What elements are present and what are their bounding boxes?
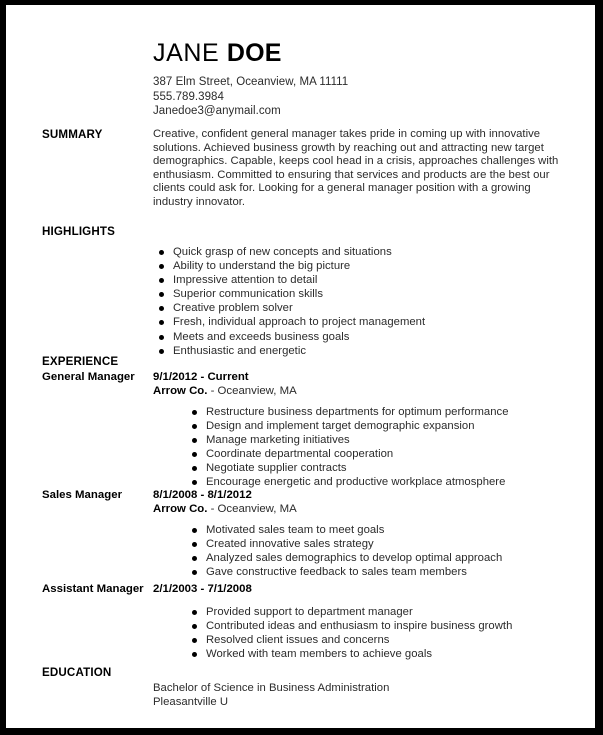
section-label-highlights: HIGHLIGHTS bbox=[42, 225, 115, 238]
resume-page bbox=[6, 5, 595, 728]
contact-address: 387 Elm Street, Oceanview, MA 11111 bbox=[153, 76, 349, 88]
section-label-experience: EXPERIENCE bbox=[42, 355, 119, 368]
summary-body bbox=[153, 128, 563, 210]
job-duty-item: Contributed ideas and enthusiasm to inspire business growth bbox=[186, 619, 586, 633]
job-dates: 9/1/2012 - Current bbox=[153, 371, 249, 383]
education-body bbox=[153, 682, 563, 709]
job-duty-item: Manage marketing initiatives bbox=[186, 433, 586, 447]
job-company-name: Arrow Co. bbox=[153, 502, 208, 515]
job-duty-list bbox=[186, 605, 586, 661]
given-name: JANE bbox=[153, 39, 227, 67]
job-duty-item: Analyzed sales demographics to develop optimal approach bbox=[186, 551, 586, 565]
job-company-name: Arrow Co. bbox=[153, 384, 208, 397]
section-label-education: EDUCATION bbox=[42, 666, 112, 679]
job-duty-item: Encourage energetic and productive workplace atmosphere bbox=[186, 475, 586, 489]
family-name: DOE bbox=[226, 39, 282, 67]
job-title: Sales Manager bbox=[42, 489, 123, 501]
highlight-item: Impressive attention to detail bbox=[153, 273, 563, 287]
highlight-item: Superior communication skills bbox=[153, 287, 563, 301]
job-location: - Oceanview, MA bbox=[207, 384, 297, 397]
job-duties bbox=[186, 605, 586, 661]
job-meta bbox=[153, 489, 573, 516]
job-duty-list bbox=[186, 523, 586, 579]
contact-block bbox=[153, 75, 583, 119]
job-meta bbox=[153, 371, 573, 398]
education-school: Pleasantville U bbox=[153, 695, 229, 708]
section-label-summary: SUMMARY bbox=[42, 128, 103, 141]
highlight-item: Ability to understand the big picture bbox=[153, 259, 563, 273]
job-duty-item: Provided support to department manager bbox=[186, 605, 586, 619]
job-duty-item: Coordinate departmental cooperation bbox=[186, 447, 586, 461]
job-duty-item: Restructure business departments for optimum performance bbox=[186, 405, 586, 419]
job-duties bbox=[186, 405, 586, 490]
summary-text: Creative, confident general manager takes pride in coming up with innovative solutions. Achieved business growth by reaching out and attracting new target demographics. Capable, keeps cool head in a crisis, approaches challenges with enthusiasm. Committed to ensuring that services and products are the best our clients could ask for. Looking for a general manager position with a growing industry innovator. bbox=[153, 128, 559, 208]
job-company bbox=[153, 385, 573, 399]
highlights-list bbox=[153, 245, 563, 358]
candidate-name bbox=[153, 38, 583, 68]
highlight-item: Enthusiastic and energetic bbox=[153, 344, 563, 358]
job-duty-item: Gave constructive feedback to sales team members bbox=[186, 565, 586, 579]
highlight-item: Meets and exceeds business goals bbox=[153, 330, 563, 344]
job-duty-item: Motivated sales team to meet goals bbox=[186, 523, 586, 537]
job-duty-item: Negotiate supplier contracts bbox=[186, 461, 586, 475]
contact-phone: 555.789.3984 bbox=[153, 90, 224, 103]
job-duty-item: Design and implement target demographic expansion bbox=[186, 419, 586, 433]
highlight-item: Fresh, individual approach to project management bbox=[153, 315, 563, 329]
job-location: - Oceanview, MA bbox=[207, 502, 297, 515]
highlights-body bbox=[153, 245, 563, 358]
highlight-item: Creative problem solver bbox=[153, 301, 563, 315]
job-dates: 2/1/2003 - 7/1/2008 bbox=[153, 583, 252, 595]
job-duty-item: Worked with team members to achieve goals bbox=[186, 647, 586, 661]
resume-header bbox=[153, 38, 583, 119]
job-duty-list bbox=[186, 405, 586, 490]
job-dates: 8/1/2008 - 8/1/2012 bbox=[153, 489, 252, 501]
contact-email: Janedoe3@anymail.com bbox=[153, 105, 281, 118]
job-duty-item: Created innovative sales strategy bbox=[186, 537, 586, 551]
job-title: General Manager bbox=[42, 371, 135, 383]
job-company bbox=[153, 503, 573, 517]
job-duty-item: Resolved client issues and concerns bbox=[186, 633, 586, 647]
highlight-item: Quick grasp of new concepts and situations bbox=[153, 245, 563, 259]
education-degree: Bachelor of Science in Business Administration bbox=[153, 682, 390, 694]
job-duties bbox=[186, 523, 586, 579]
job-title: Assistant Manager bbox=[42, 583, 144, 595]
job-meta bbox=[153, 583, 573, 597]
